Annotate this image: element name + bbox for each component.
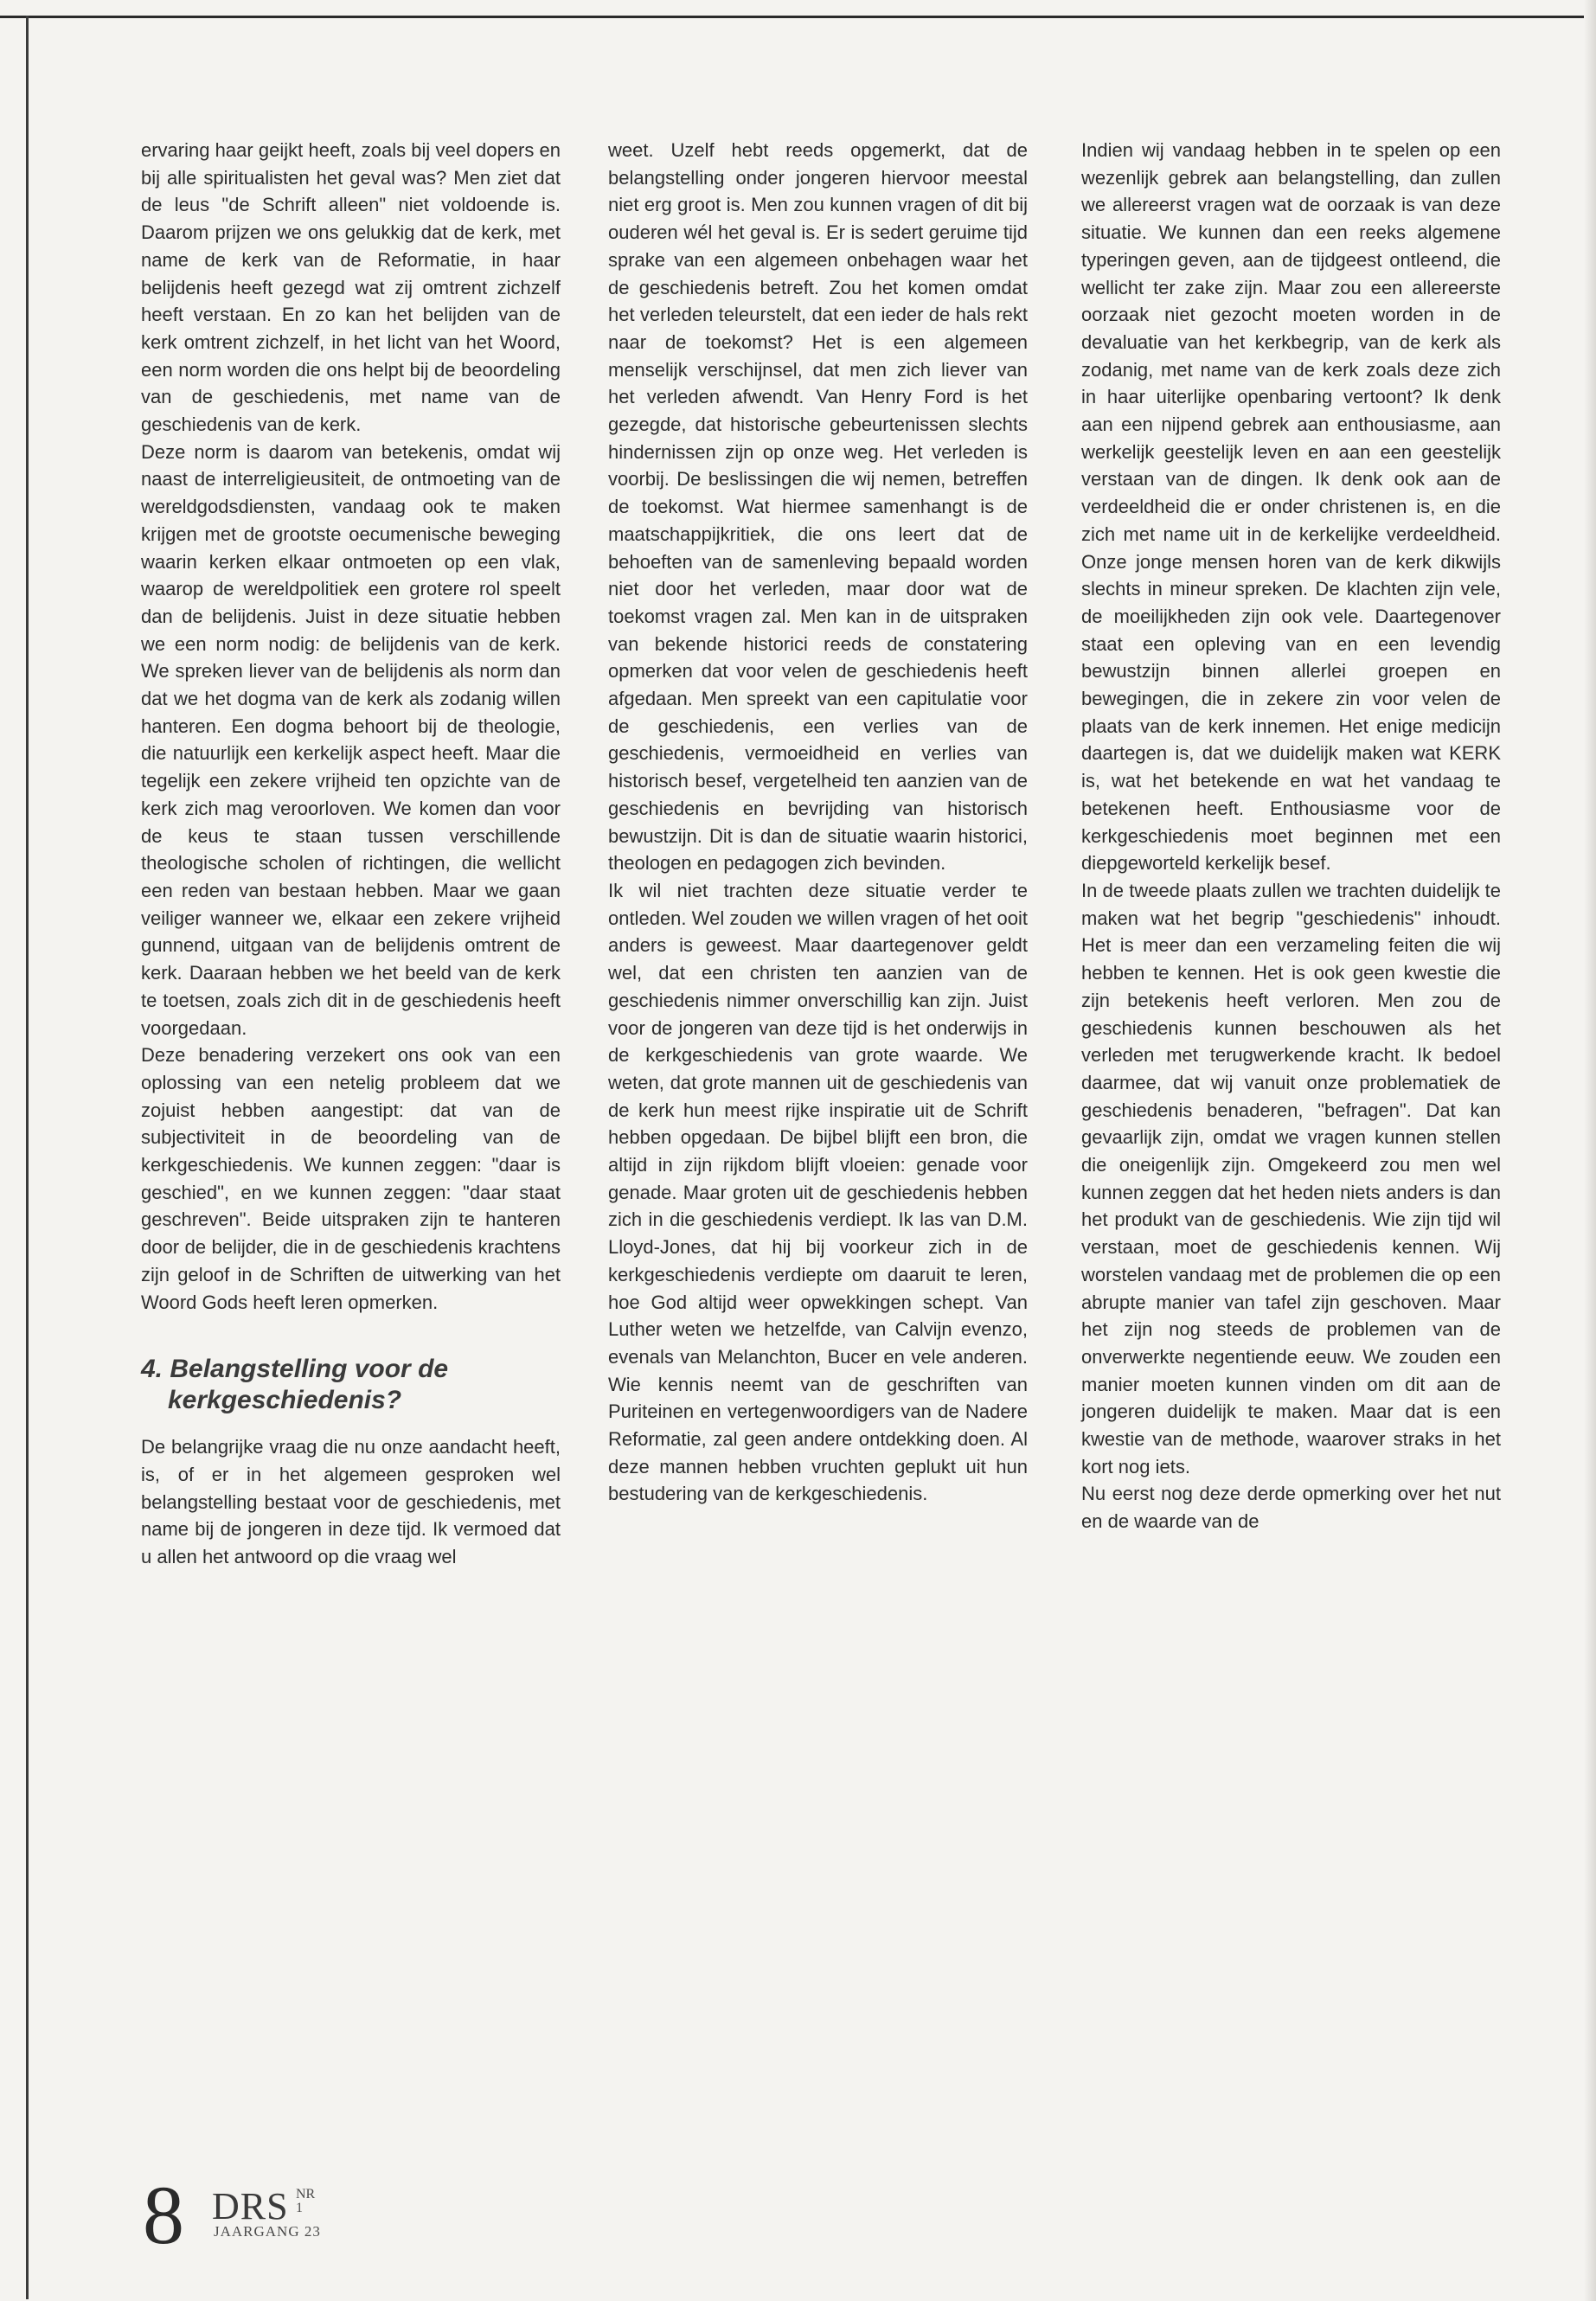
text-column-2 bbox=[608, 137, 1028, 1508]
section-heading bbox=[141, 1354, 561, 1416]
section-heading-line-1: 4. Belangstelling voor de bbox=[141, 1355, 449, 1384]
paragraph: Nu eerst nog deze derde opmerking over het nut en de waarde van de bbox=[1081, 1483, 1501, 1533]
text-column-1 bbox=[141, 137, 561, 1571]
paragraph: Deze benadering verzekert ons ook van een oplossing van een netelig probleem dat we zojuist hebben aangestipt: dat van de subjectiviteit in de beoordeling van de kerkgeschiedenis. We kunnen zeggen: "daar is geschied", en we kunnen zeggen: "daar staat geschreven". Beide uitspraken zijn te hanteren door de belijder, die in de geschiedenis krachtens zijn geloof in de Schriften de uitwerking van het Woord Gods heeft leren opmerken. bbox=[141, 1044, 561, 1313]
paragraph: De belangrijke vraag die nu onze aandacht heeft, is, of er in het algemeen gesproken wel belangstelling bestaat voor de geschiedenis, met name bij de jongeren in deze tijd. Ik vermoed dat u allen het antwoord op die vraag wel bbox=[141, 1436, 561, 1568]
page-number: 8 bbox=[143, 2169, 184, 2261]
magazine-name: DRS bbox=[212, 2185, 289, 2227]
paragraph: weet. Uzelf hebt reeds opgemerkt, dat de belangstelling onder jongeren hiervoor meestal niet erg groot is. Men zou kunnen vragen of dit bij ouderen wél het geval is. Er is sedert geruime tijd sprake van een algemeen onbehagen waar het de geschiedenis betreft. Zou het komen omdat het verleden teleurstelt, dat een ieder de hals rekt naar de toekomst? Het is een algemeen menselijk verschijnsel, dat men zich liever van het verleden afwendt. Van Henry Ford is het gezegde, dat historische gebeurtenissen slechts hindernissen zijn op onze weg. Het verleden is voorbij. De beslissingen die wij nemen, betreffen de toekomst. Wat hiermee samenhangt is de maatschappijkritiek, die ons leert dat de behoeften van de samenleving bepaald worden niet door het verleden, maar door wat de toekomst vragen zal. Men kan in de uitspraken van bekende historici reeds de constatering opmerken dat voor velen de geschiedenis heeft afgedaan. Men spreekt van een capitulatie voor de geschiedenis, een verlies van de geschiedenis, vermoeidheid en verlies van historisch besef, vergetelheid ten aanzien van de geschiedenis en bevrijding van historisch bewustzijn. Dit is dan de situatie waarin historici, theologen en pedagogen zich bevinden. bbox=[608, 139, 1028, 875]
issue-number: NR 1 bbox=[296, 2187, 316, 2215]
paragraph: Deze norm is daarom van betekenis, omdat wij naast de interreligieusiteit, de ontmoeting van de wereldgodsdiensten, vandaag ook te maken krijgen met de grootste oecumenische beweging waarin kerken elkaar ontmoeten op een vlak, waarop de wereldpolitiek een grotere rol speelt dan de belijdenis. Juist in deze situatie hebben we een norm nodig: de belijdenis van de kerk. We spreken liever van de belijdenis als norm dan dat we het dogma van de kerk als zodanig willen hanteren. Een dogma behoort bij de theologie, die natuurlijk een kerkelijk aspect heeft. Maar die tegelijk een zekere vrijheid ten opzichte van de kerk zich mag veroorloven. We komen dan voor de keus te staan tussen verschillende theologische scholen of richtingen, die wellicht een reden van bestaan hebben. Maar we gaan veiliger wanneer we, elkaar een zekere vrijheid gunnend, uitgaan van de belijdenis omtrent de kerk. Daaraan hebben we het beeld van de kerk te toetsen, zoals zich dit in de geschiedenis heeft voorgedaan. bbox=[141, 440, 561, 1039]
left-border-rule bbox=[26, 16, 29, 2299]
top-border-rule bbox=[0, 16, 1596, 18]
paragraph: Indien wij vandaag hebben in te spelen op een wezenlijk gebrek aan belangstelling, dan zullen we allereerst vragen wat de oorzaak is van deze situatie. We kunnen dan een reeks algemene typeringen geven, aan de tijdgeest ontleend, die wellicht ter zake zijn. Maar zou een allereerste oorzaak niet gezocht moeten worden in de devaluatie van het kerkbegrip, van de kerk als zodanig, met name van de kerk zoals deze zich in haar uiterlijke openbaring vertoont? Ik denk aan een nijpend gebrek aan enthousiasme, aan werkelijk geestelijk leven en aan een geestelijk verstaan van de dingen. Ik denk ook aan de verdeeldheid die er onder christenen is, en die zich met name uit in de kerkelijke verdeeldheid. Onze jonge mensen horen van de kerk dikwijls slechts in mineur spreken. De klachten zijn vele, de moeilijkheden zijn ook vele. Daartegenover staat een opleving van en een levendig bewustzijn binnen allerlei groepen en bewegingen, die in zekere zin voor velen de plaats van de kerk innemen. Het enige medicijn daartegen is, dat we duidelijk maken wat KERK is, wat het betekende en wat het vandaag te betekenen heeft. Enthousiasme voor de kerkgeschiedenis moet beginnen met een diepgeworteld kerkelijk besef. bbox=[1081, 139, 1501, 875]
section-heading-line-2: kerkgeschiedenis? bbox=[168, 1386, 402, 1415]
paragraph: Ik wil niet trachten deze situatie verder te ontleden. Wel zouden we willen vragen of het ooit anders is geweest. Maar daartegenover geldt wel, dat een christen ten aanzien van de geschiedenis nimmer onverschillig kan zijn. Juist voor de jongeren van deze tijd is het onderwijs in de kerkgeschiedenis van grote waarde. We weten, dat grote mannen uit de geschiedenis van de kerk hun meest rijke inspiratie uit de Schrift hebben opgedaan. De bijbel blijft een bron, die altijd in zijn rijkdom blijft vloeien: genade voor genade. Maar groten uit de geschiedenis hebben zich in die geschiedenis verdiept. Ik las van D.M. Lloyd-Jones, dat hij bij voorkeur zich in de kerkgeschiedenis verdiepte om daaruit te leren, hoe God altijd weer opwekkingen schept. Van Luther weten we hetzelfde, van Calvijn evenzo, evenals van Melanchton, Bucer en vele anderen. Wie kennis neemt van de geschriften van Puriteinen en vertegenwoordigers van de Nadere Reformatie, zal geen andere ontdekking doen. Al deze mannen hebben vruchten geplukt uit hun bestudering van de kerkgeschiedenis. bbox=[608, 879, 1028, 1505]
page-edge-shadow bbox=[1584, 0, 1596, 2301]
text-column-3 bbox=[1081, 137, 1501, 1535]
paragraph: ervaring haar geijkt heeft, zoals bij veel dopers en bij alle spiritualisten het geval was? Men ziet dat de leus "de Schrift alleen" niet voldoende is. Daarom prijzen we ons gelukkig dat de kerk, met name de kerk van de Reformatie, in haar belijdenis heeft gezegd wat zij omtrent zichzelf heeft verstaan. En zo kan het belijden van de kerk omtrent zichzelf, in het licht van het Woord, een norm worden die ons helpt bij de beoordeling van de geschiedenis, met name van de geschiedenis van de kerk. bbox=[141, 139, 561, 436]
paragraph: In de tweede plaats zullen we trachten duidelijk te maken wat het begrip "geschiedenis" inhoudt. Het is meer dan een verzameling feiten die wij hebben te kennen. Het is ook geen kwestie die zijn betekenis heeft verloren. Men zou de geschiedenis kunnen beschouwen als het verleden met terugwerkende kracht. Ik bedoel daarmee, dat wij vanuit onze problematiek de geschiedenis benaderen, "befragen". Dat kan gevaarlijk zijn, omdat we vragen kunnen stellen die oneigenlijk zijn. Omgekeerd zou men wel kunnen zeggen dat het heden niets anders is dan het produkt van de geschiedenis. Wie zijn tijd wil verstaan, moet de geschiedenis kennen. Wij worstelen vandaag met de problemen die op een abrupte manier van tafel zijn geschoven. Maar het zijn nog steeds de problemen van de onverwerkte negentiende eeuw. We zouden een manier moeten kunnen vinden om dit aan de jongeren duidelijk te maken. Maar dat is een kwestie van de methode, waarover straks in het kort nog iets. bbox=[1081, 879, 1501, 1477]
volume-label: JAARGANG 23 bbox=[214, 2223, 321, 2240]
